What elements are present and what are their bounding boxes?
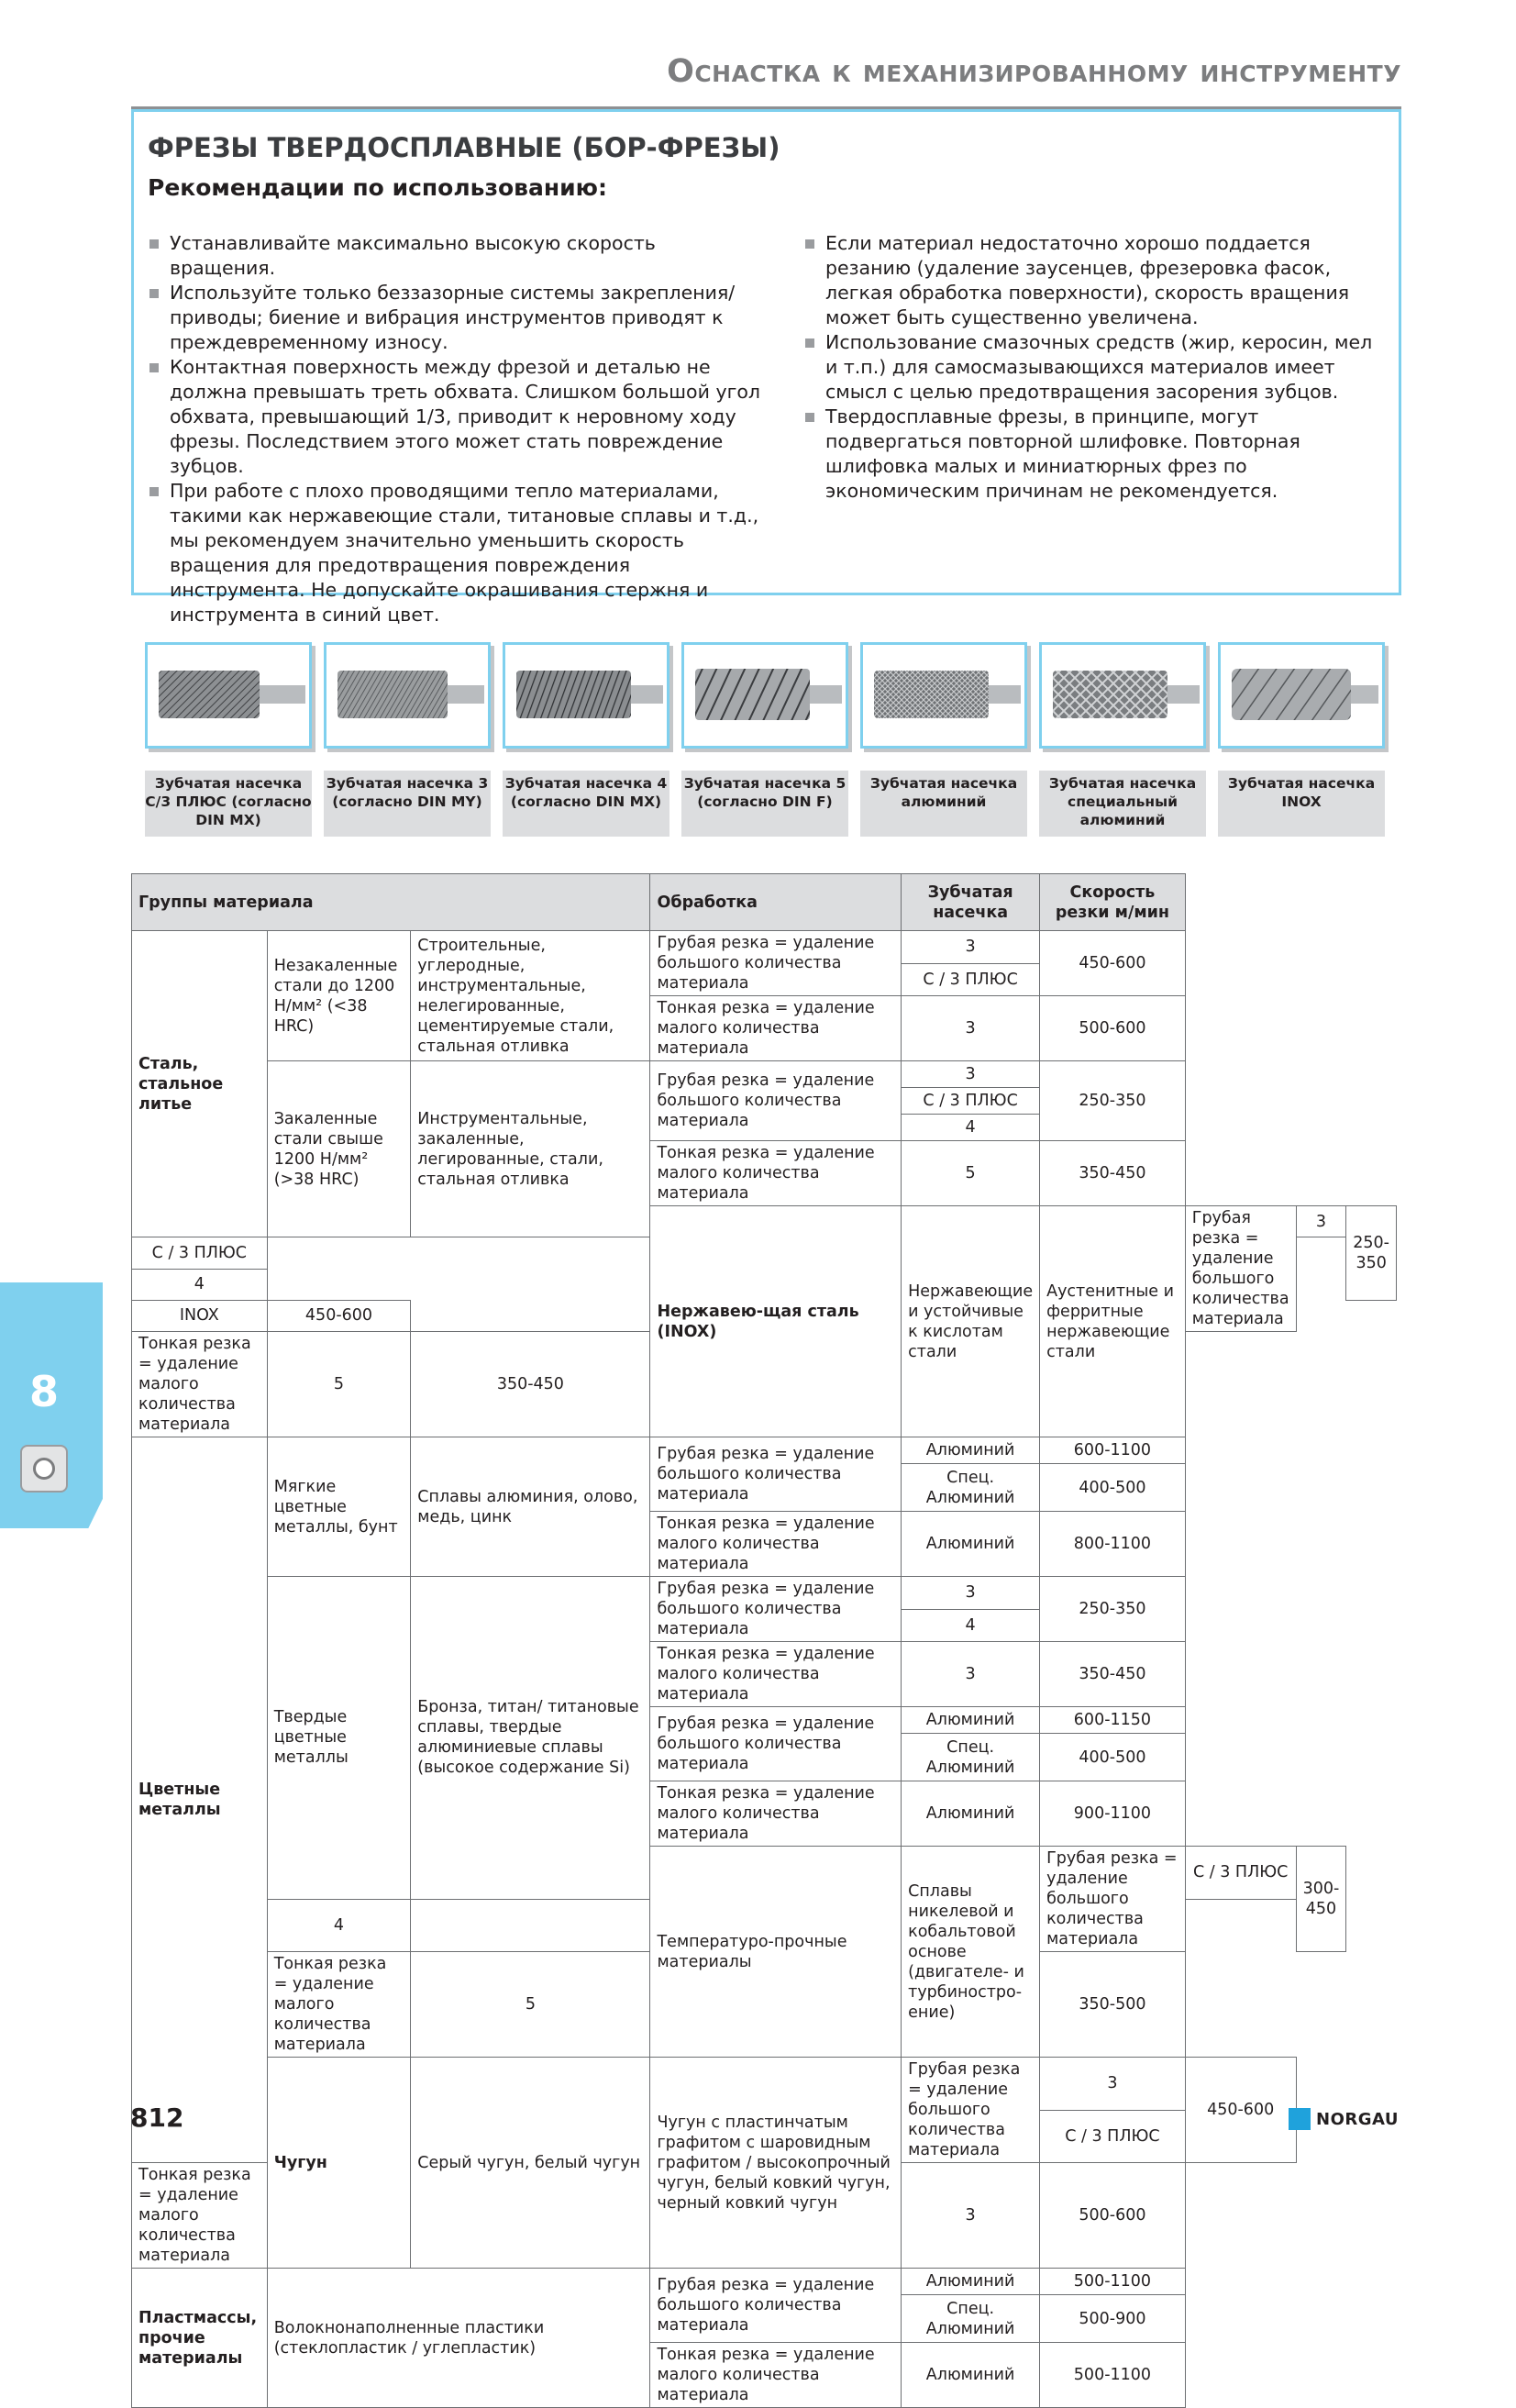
cut-label: Зубчатая насечка INOX (1218, 771, 1385, 837)
recommendations-right (803, 231, 1381, 504)
material-cell: Инструментальные, закаленные, легированные, стали, стальная отливка (411, 1061, 650, 1237)
cut-cell: С / 3 ПЛЮС (902, 1088, 1040, 1115)
speed-cell: 600-1150 (1040, 1707, 1186, 1734)
speed-cell: 900-1100 (1040, 1781, 1186, 1847)
list-item: Твердосплавные фрезы, в принципе, могут подвергаться повторной шлифовке. Повторная шлифовка малых и миниатюрных фрез по экономическим причинам не рекомендуется. (803, 405, 1381, 504)
list-item: Если материал недостаточно хорошо поддается резанию (удаление заусенцев, фрезеровка фасок, легкая обработка поверхности), скорость вращения может быть существенно увеличена. (803, 231, 1381, 330)
list-item: Устанавливайте максимально высокую скорость вращения. (148, 231, 762, 281)
cut-cell: 3 (902, 996, 1040, 1061)
processing-cell: Тонкая резка = удаление малого количества материала (650, 2343, 902, 2408)
cut-label: Зубчатая насечка С/3 ПЛЮС (согласно DIN MX) (145, 771, 312, 837)
processing-cell: Тонкая резка = удаление малого количества материала (650, 1141, 902, 1206)
cut-label: Зубчатая насечка 5 (согласно DIN F) (681, 771, 848, 837)
speed-cell: 500-900 (1040, 2295, 1186, 2343)
cut-label: Зубчатая насечка алюминий (860, 771, 1027, 837)
burr-image-c5 (681, 642, 848, 749)
cut-cell: 4 (902, 1609, 1040, 1642)
group-cell: Нержавею-щая сталь (INOX) (650, 1206, 902, 1437)
cut-cell: Алюминий (902, 1781, 1040, 1847)
cut-cell: Алюминий (902, 2269, 1040, 2295)
cut-label: Зубчатая насечка 4 (согласно DIN MX) (503, 771, 669, 837)
burr-image-specalu (1039, 642, 1206, 749)
processing-cell: Грубая резка = удаление большого количества материала (650, 1437, 902, 1512)
brand-name: NORGAU (1316, 2109, 1399, 2129)
speed-cell: 450-600 (1040, 931, 1186, 996)
processing-cell: Грубая резка = удаление большого количества материала (650, 2269, 902, 2343)
cut-cell: Алюминий (902, 2343, 1040, 2408)
cut-cell: Алюминий (902, 1437, 1040, 1464)
speed-cell: 450-600 (267, 1300, 411, 1331)
cut-cell: Спец. Алюминий (902, 1734, 1040, 1781)
burr-image-c3 (324, 642, 491, 749)
processing-cell: Тонкая резка = удаление малого количества материала (650, 1642, 902, 1707)
cut-cell: 3 (902, 1642, 1040, 1707)
cut-label: Зубчатая насечка специальный алюминий (1039, 771, 1206, 837)
material-cell: Бронза, титан/ титановые сплавы, твердые алюминиевые сплавы (высокое содержание Si) (411, 1577, 650, 1900)
material-cell: Строительные, углеродные, инструментальные, нелегированные, цементируемые стали, стальная отливка (411, 931, 650, 1061)
section-title: Оснастка к механизированному инструменту (667, 53, 1401, 90)
speed-cell: 500-1100 (1040, 2269, 1186, 2295)
cut-cell: С / 3 ПЛЮС (132, 1237, 268, 1269)
subgroup-cell: Закаленные стали свыше 1200 Н/мм² (>38 HRC) (267, 1061, 411, 1237)
cut-cell: С / 3 ПЛЮС (902, 963, 1040, 996)
speed-cell: 500-600 (1040, 996, 1186, 1061)
speed-cell: 800-1100 (1040, 1512, 1186, 1577)
table-row (132, 2269, 1397, 2295)
material-cell: Аустенитные и ферритные нержавеющие стали (1040, 1206, 1186, 1437)
table-row (132, 1061, 1397, 1088)
speed-cell: 450-600 (1185, 2058, 1296, 2163)
burr-image-c3plus (145, 642, 312, 749)
cut-cell: 5 (902, 1141, 1040, 1206)
table-header-row (132, 874, 1397, 931)
subgroup-cell: Температуро-прочные материалы (650, 1847, 902, 2058)
table-row (132, 2058, 1397, 2111)
cut-cell: 3 (902, 931, 1040, 964)
group-cell: Сталь, стальное литье (132, 931, 268, 1237)
box-subtitle: Рекомендации по использованию: (148, 174, 607, 201)
logo-square-icon (1289, 2108, 1311, 2130)
burr-image-alu (860, 642, 1027, 749)
cut-cell: С / 3 ПЛЮС (1040, 2110, 1186, 2163)
subgroup-cell: Мягкие цветные металлы, бунт (267, 1437, 411, 1577)
speed-cell: 350-450 (1040, 1141, 1186, 1206)
processing-cell: Грубая резка = удаление большого количества материала (1040, 1847, 1186, 1952)
cut-cell: 4 (902, 1115, 1040, 1141)
material-cell: Сплавы никелевой и кобальтовой основе (двигателе- и турбиностро-ение) (902, 1847, 1040, 2058)
recommendations-left (148, 231, 762, 627)
subgroup-cell: Нержавеющие и устойчивые к кислотам стали (902, 1206, 1040, 1437)
group-cell: Пластмассы, прочие материалы (132, 2269, 268, 2408)
grinding-disc-icon (20, 1445, 68, 1493)
speed-cell: 500-1100 (1040, 2343, 1186, 2408)
processing-cell: Грубая резка = удаление большого количества материала (650, 1577, 902, 1642)
speed-cell: 400-500 (1040, 1464, 1186, 1512)
cut-cell: INOX (132, 1300, 268, 1331)
cut-cell: Спец. Алюминий (902, 1464, 1040, 1512)
subgroup-cell: Волокнонаполненные пластики (стеклопластик / углепластик) (267, 2269, 650, 2408)
subgroup-cell: Твердые цветные металлы (267, 1577, 411, 1900)
cut-cell: Алюминий (902, 1512, 1040, 1577)
speed-cell: 250-350 (1040, 1577, 1186, 1642)
speed-cell: 400-500 (1040, 1734, 1186, 1781)
speed-cell: 250-350 (1040, 1061, 1186, 1141)
processing-cell: Грубая резка = удаление большого количества материала (650, 931, 902, 996)
cut-cell: 3 (1040, 2058, 1186, 2111)
header-processing: Обработка (650, 874, 902, 931)
speed-cell: 350-450 (411, 1332, 650, 1437)
header-group: Группы материала (132, 874, 650, 931)
material-cell: Чугун с пластинчатым графитом с шаровидным графитом / высокопрочный чугун, белый ковкий чугун, черный ковкий чугун (650, 2058, 902, 2269)
cut-cell: 4 (267, 1899, 411, 1952)
processing-cell: Тонкая резка = удаление малого количества материала (267, 1952, 411, 2058)
cut-cell: Спец. Алюминий (902, 2295, 1040, 2343)
brand-logo (1289, 2108, 1399, 2130)
cut-cell: 3 (902, 1577, 1040, 1610)
processing-cell: Тонкая резка = удаление малого количества материала (650, 1512, 902, 1577)
speed-cell: 300-450 (1296, 1847, 1346, 1952)
list-item: При работе с плохо проводящими тепло материалами, такими как нержавеющие стали, титановые сплавы и т.д., мы рекомендуем значительно уменьшить скорость вращения для предотвращения повреждения инструмента. Не допускайте окрашивания стержня и инструмента в синий цвет. (148, 479, 762, 627)
subgroup-cell: Серый чугун, белый чугун (411, 2058, 650, 2269)
speed-cell: 600-1100 (1040, 1437, 1186, 1464)
processing-cell: Тонкая резка = удаление малого количества материала (650, 996, 902, 1061)
processing-cell: Тонкая резка = удаление малого количества материала (132, 1332, 268, 1437)
cutting-speed-table (131, 873, 1397, 2408)
list-item: Используйте только беззазорные системы закрепления/ приводы; биение и вибрация инструментов приводят к преждевременному износу. (148, 281, 762, 355)
cut-cell: 3 (902, 1061, 1040, 1088)
subgroup-cell: Незакаленные стали до 1200 Н/мм² (<38 HRC) (267, 931, 411, 1061)
header-speed: Скорость резки м/мин (1040, 874, 1186, 931)
speed-cell: 350-450 (1040, 1642, 1186, 1707)
table-row (132, 931, 1397, 964)
processing-cell: Тонкая резка = удаление малого количества материала (132, 2163, 268, 2269)
table-row (132, 1577, 1397, 1610)
cut-label: Зубчатая насечка 3 (согласно DIN MY) (324, 771, 491, 837)
processing-cell: Грубая резка = удаление большого количества материала (902, 2058, 1040, 2163)
table-row (132, 1437, 1397, 1464)
usage-recommendations-box (131, 109, 1401, 626)
processing-cell: Грубая резка = удаление большого количества материала (650, 1061, 902, 1141)
chapter-number: 8 (28, 1367, 59, 1416)
group-cell: Цветные металлы (132, 1437, 268, 2163)
header-cut: Зубчатая насечка (902, 874, 1040, 931)
list-item: Использование смазочных средств (жир, керосин, мел и т.п.) для самосмазывающихся материалов имеет смысл с целью предотвращения засорения зубцов. (803, 330, 1381, 405)
list-item: Контактная поверхность между фрезой и деталью не должна превышать треть обхвата. Слишком большой угол обхвата, превышающий 1/3, приводит к неровному ходу фрезы. Последствием этого может стать повреждение зубцов. (148, 355, 762, 479)
cut-cell: 5 (411, 1952, 650, 2058)
processing-cell: Грубая резка = удаление большого количества материала (1185, 1206, 1296, 1332)
cut-cell: 5 (267, 1332, 411, 1437)
speed-cell: 350-500 (1040, 1952, 1186, 2058)
burr-image-inox (1218, 642, 1385, 749)
cut-cell: 4 (132, 1269, 268, 1300)
processing-cell: Тонкая резка = удаление малого количества материала (650, 1781, 902, 1847)
processing-cell: Грубая резка = удаление большого количества материала (650, 1707, 902, 1781)
cut-cell: С / 3 ПЛЮС (1185, 1847, 1296, 1900)
cut-cell: 3 (902, 2163, 1040, 2269)
speed-cell: 250-350 (1346, 1206, 1397, 1301)
box-title: ФРЕЗЫ ТВЕРДОСПЛАВНЫЕ (БОР-ФРЕЗЫ) (148, 132, 780, 163)
cut-cell: Алюминий (902, 1707, 1040, 1734)
cut-cell: 3 (1296, 1206, 1346, 1237)
burr-image-c4 (503, 642, 669, 749)
speed-cell: 500-600 (1040, 2163, 1186, 2269)
material-cell: Сплавы алюминия, олово, медь, цинк (411, 1437, 650, 1577)
group-cell: Чугун (267, 2058, 411, 2269)
page-number: 812 (130, 2103, 184, 2133)
